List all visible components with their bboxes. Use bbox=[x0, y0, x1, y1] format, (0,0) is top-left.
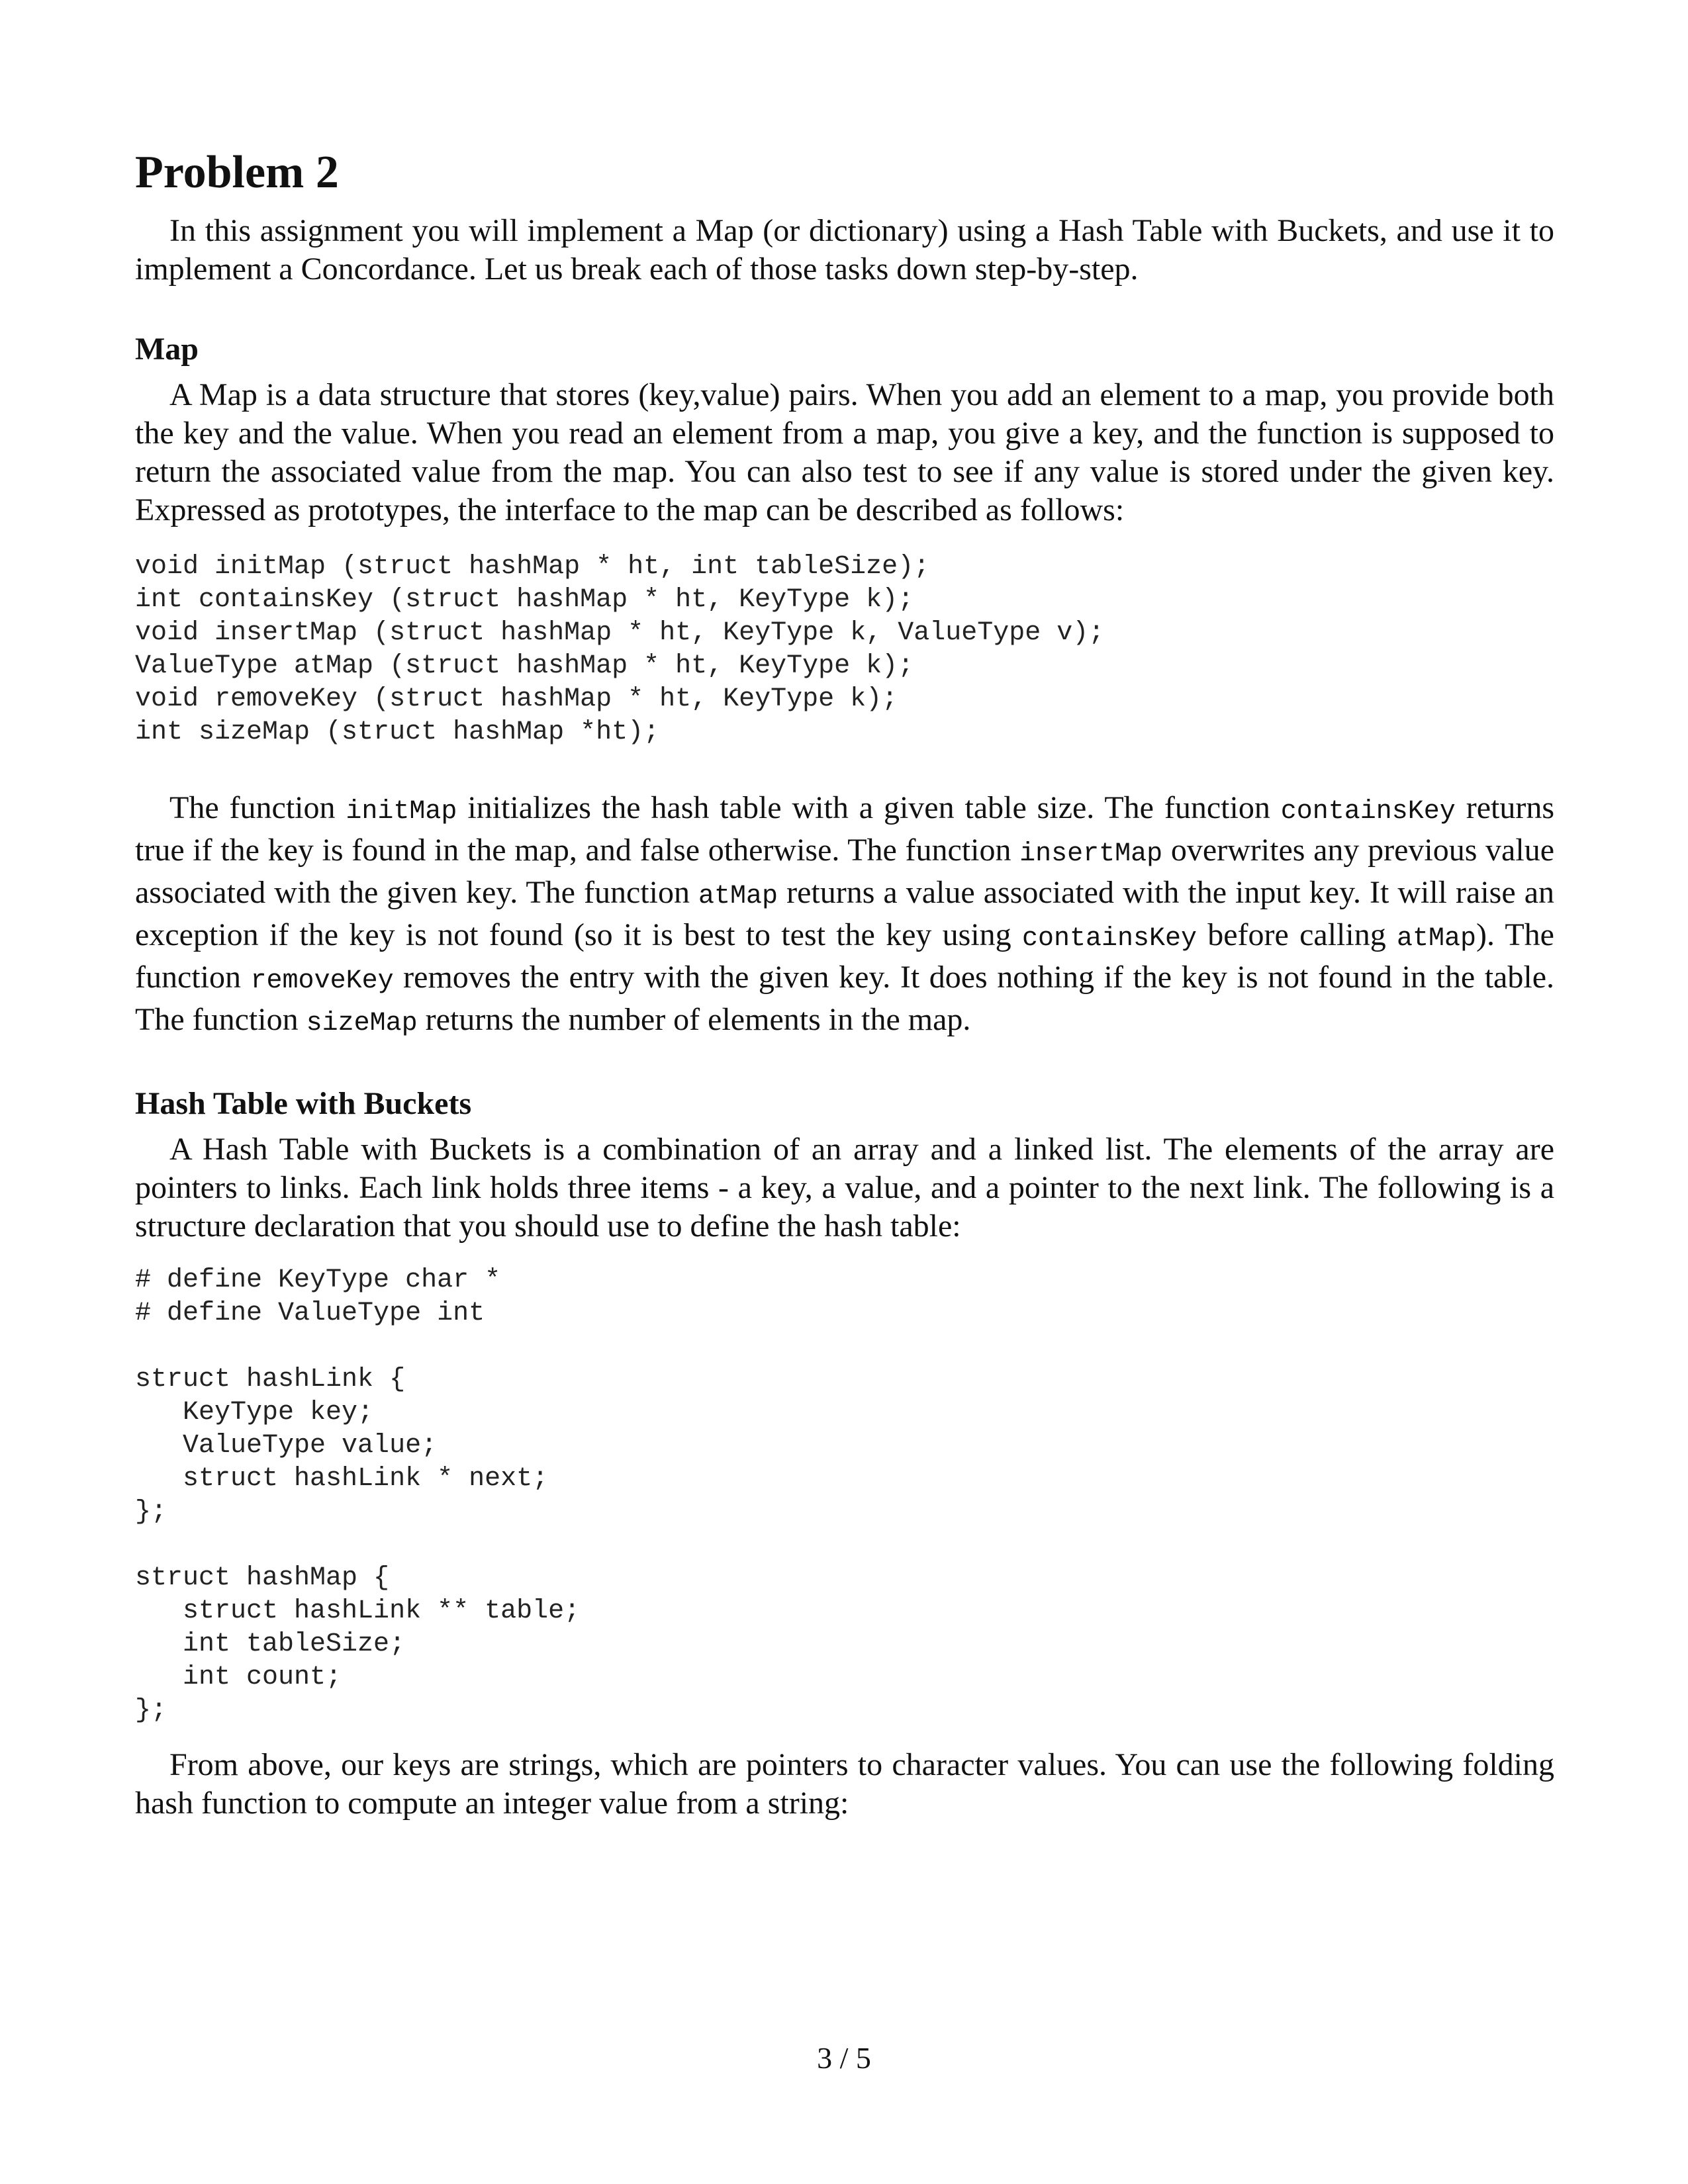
page-number: 3 / 5 bbox=[817, 2041, 871, 2075]
map-prototypes-code bbox=[135, 551, 1554, 749]
prototype-line: int containsKey (struct hashMap * ht, KeyType k); bbox=[135, 585, 914, 615]
code-containsKey: containsKey bbox=[1021, 924, 1197, 954]
problem-title: Problem 2 bbox=[135, 147, 339, 198]
code-containsKey: containsKey bbox=[1280, 797, 1456, 827]
page-content bbox=[135, 143, 1554, 1823]
prototype-line: void initMap (struct hashMap * ht, int tableSize); bbox=[135, 552, 930, 582]
code-sizeMap: sizeMap bbox=[306, 1009, 418, 1038]
closing-paragraph: From above, our keys are strings, which are pointers to character values. You can use the following folding hash function to compute an integer value from a string: bbox=[135, 1747, 1554, 1821]
intro-paragraph: In this assignment you will implement a Map (or dictionary) using a Hash Table with Buckets, and use it to implement a Concordance. Let us break each of those tasks down step-by-step. bbox=[135, 213, 1554, 287]
prototype-line: ValueType atMap (struct hashMap * ht, KeyType k); bbox=[135, 651, 914, 681]
hashlink-struct-code: struct hashLink { KeyType key; ValueType value; struct hashLink * next; }; bbox=[135, 1365, 549, 1527]
prototype-line: void removeKey (struct hashMap * ht, KeyType k); bbox=[135, 684, 898, 714]
hash-paragraph: A Hash Table with Buckets is a combination of an array and a linked list. The elements of the array are pointers to links. Each link holds three items - a key, a value, and a pointer to the next link. The following is a structure declaration that you should use to define the hash table: bbox=[135, 1132, 1554, 1244]
define-code-block: # define KeyType char * # define ValueType int bbox=[135, 1265, 501, 1328]
code-insertMap: insertMap bbox=[1019, 839, 1163, 869]
map-paragraph: A Map is a data structure that stores (key,value) pairs. When you add an element to a map, you provide both the key and the value. When you read an element from a map, you give a key, and the function is supposed to return the associated value from the map. You can also test to see if any value is stored under the given key. Expressed as prototypes, the interface to the map can be described as follows: bbox=[135, 377, 1554, 527]
map-section-heading: Map bbox=[135, 332, 199, 367]
hashmap-struct-code: struct hashMap { struct hashLink ** table; int tableSize; int count; }; bbox=[135, 1563, 581, 1725]
prototype-line: void insertMap (struct hashMap * ht, KeyType k, ValueType v); bbox=[135, 618, 1105, 648]
prototype-line: int sizeMap (struct hashMap *ht); bbox=[135, 717, 660, 747]
code-initMap: initMap bbox=[346, 797, 457, 827]
map-function-description: The function initMap initializes the hash table with a given table size. The function containsKey returns true if the key is found in the map, and false otherwise. The function insertMap overwrites any previous value associated with the given key. The function atMap returns a value associated with the input key. It will raise an exception if the key is not found (so it is best to test the key using containsKey before calling atMap). The function removeKey removes the entry with the given key. It does nothing if the key is not found in the table. The function sizeMap returns the number of elements in the map. bbox=[135, 790, 1555, 1038]
code-atMap: atMap bbox=[1396, 924, 1476, 954]
code-removeKey: removeKey bbox=[250, 966, 394, 996]
code-atMap: atMap bbox=[698, 882, 778, 911]
hash-section-heading: Hash Table with Buckets bbox=[135, 1086, 472, 1121]
